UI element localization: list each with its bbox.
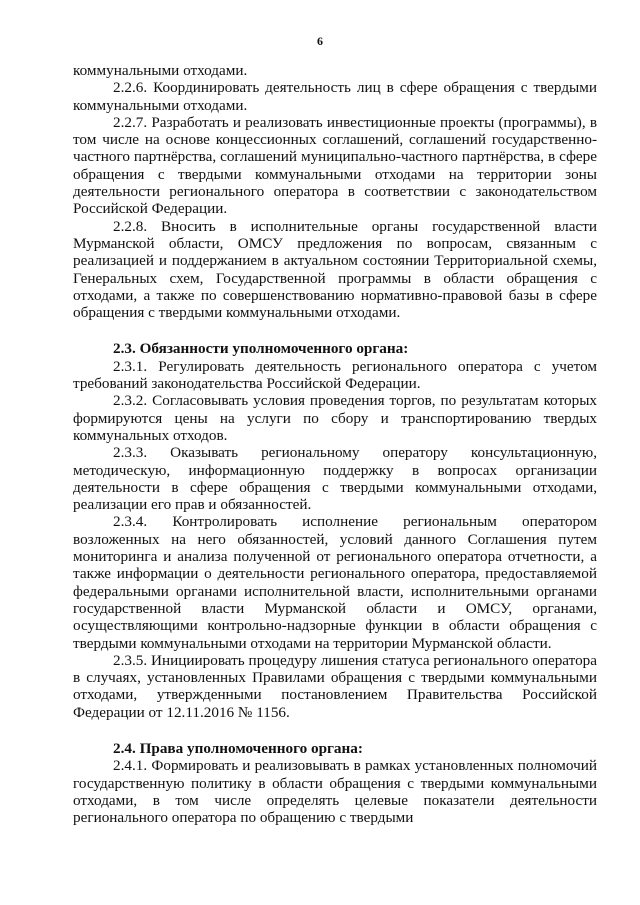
paragraph-2-3-3: 2.3.3. Оказывать региональному оператору консультационную, методическую, информационную поддержку в вопросах организации деятельности в сфере обращения с твердыми коммунальными отходами, реализации его прав и обязанностей.	[73, 444, 597, 514]
paragraph-2-2-7: 2.2.7. Разработать и реализовать инвестиционные проекты (программы), в том числе на основе концессионных соглашений, соглашений государственно-частного партнёрства, соглашений муниципально-частного партнёрства, в сфере обращения с твердыми коммунальными отходами на территории зоны деятельности регионального оператора в соответствии с законодательством Российской Федерации.	[73, 113, 597, 218]
document-body	[73, 62, 597, 826]
paragraph-2-4-1: 2.4.1. Формировать и реализовывать в рамках установленных полномочий государственную политику в области обращения с твердыми коммунальными отходами, в том числе определять целевые показатели деятельности регионального оператора по обращению с твердыми	[73, 757, 597, 827]
paragraph-2-3-4: 2.3.4. Контролировать исполнение региональным оператором возложенных на него обязанностей, условий данного Соглашения путем мониторинга и анализа полученной от регионального оператора отчетности, а также информации о деятельности регионального оператора, предоставляемой федеральными органами исполнительной власти, исполнительными органами государственной власти Мурманской области и ОМСУ, органами, осуществляющими контрольно-надзорные функции в области обращения с твердыми коммунальными отходами на территории Мурманской области.	[73, 513, 597, 652]
paragraph-2-3-2: 2.3.2. Согласовывать условия проведения торгов, по результатам которых формируются цены на услуги по сбору и транспортированию твердых коммунальных отходов.	[73, 392, 597, 444]
paragraph-2-3-1: 2.3.1. Регулировать деятельность регионального оператора с учетом требований законодательства Российской Федерации.	[73, 357, 597, 393]
paragraph-2-2-6: 2.2.6. Координировать деятельность лиц в сфере обращения с твердыми коммунальными отходами.	[73, 79, 597, 114]
section-heading-2-3: 2.3. Обязанности уполномоченного органа:	[113, 340, 409, 358]
section-heading-2-4: 2.4. Права уполномоченного органа:	[113, 739, 363, 757]
paragraph-2-3-5: 2.3.5. Инициировать процедуру лишения статуса регионального оператора в случаях, установленных Правилами обращения с твердыми коммунальными отходами, утвержденными постановлением Правительства Российской Федерации от 12.11.2016 № 1156.	[73, 651, 597, 721]
paragraph-2-2-8: 2.2.8. Вносить в исполнительные органы государственной власти Мурманской области, ОМСУ предложения по вопросам, связанным с реализацией и поддержанием в актуальном состоянии Территориальной схемы, Генеральных схем, Государственной программы в области обращения с отходами, а также по совершенствованию нормативно-правовой базы в сфере обращения с твердыми коммунальными отходами.	[73, 217, 597, 322]
paragraph-continuation: коммунальными отходами.	[73, 62, 248, 79]
page-number: 6	[317, 34, 323, 48]
